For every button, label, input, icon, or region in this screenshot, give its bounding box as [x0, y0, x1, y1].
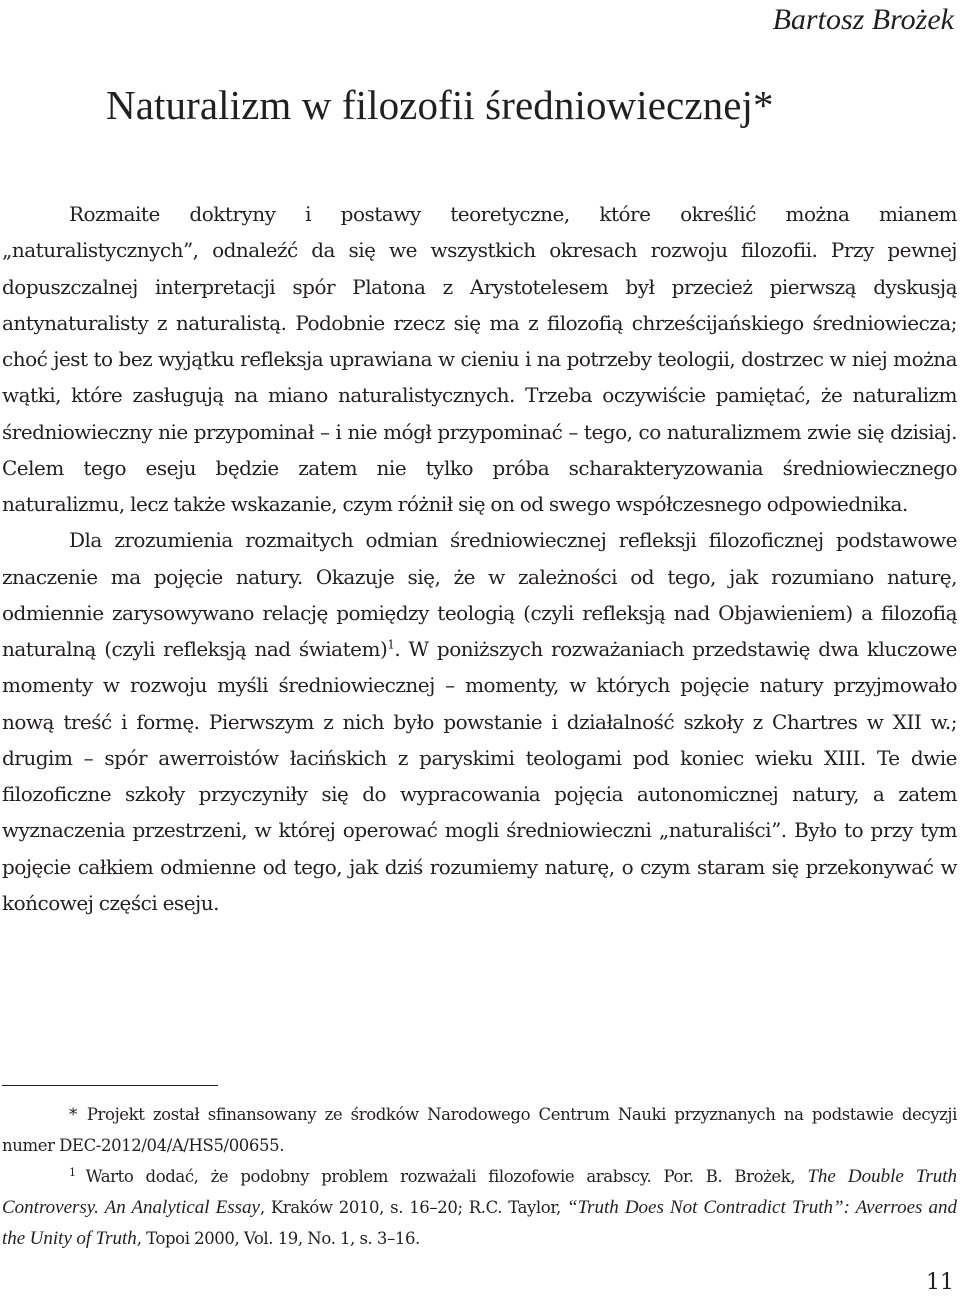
footnote-marker: *	[69, 1105, 77, 1124]
footnote-1	[2, 1161, 957, 1254]
running-head-author: Bartosz Brożek	[772, 3, 954, 36]
footnote-separator	[2, 1085, 218, 1086]
footnote-text: Warto dodać, że podobny problem rozważali filozofowie arabscy. Por. B. Brożek,	[85, 1167, 808, 1186]
paragraph-text: Dla zrozumienia rozmaitych odmian średniowiecznej refleksji filozoficznej podstawowe znaczenie ma pojęcie natury. Okazuje się, że w zależności od tego, jak rozumiano naturę, odmiennie zarysowywano relację pomiędzy teologią (czyli refleksją nad Objawieniem) a filozofią naturalną (czyli refleksją nad światem)	[2, 528, 957, 661]
cited-title: “Truth Does Not Contradict Truth”: Averroes and the Unity of Truth	[2, 1197, 957, 1249]
paragraph	[2, 522, 957, 921]
paragraph-text: . W poniższych rozważaniach przedstawię dwa kluczowe momenty w rozwoju myśli średniowiecznej – momenty, w których pojęcie natury przyjmowało nową treść i formę. Pierwszym z nich było powstanie i działalność szkoły z Chartres w XII w.; drugim – spór awerroistów łacińskich z paryskimi teologami pod koniec wieku XIII. Te dwie filozoficzne szkoły przyczyniły się do wypracowania pojęcia autonomicznej natury, a zatem wyznaczenia przestrzeni, w której operować mogli średniowieczni „naturaliści”. Było to przy tym pojęcie całkiem odmienne od tego, jak dziś rozumiemy naturę, o czym staram się przekonywać w końcowej części eseju.	[2, 637, 957, 915]
footnote-text: , Topoi 2000, Vol. 19, No. 1, s. 3–16.	[136, 1229, 420, 1248]
footnote-text: , Kraków 2010, s. 16–20; R.C. Taylor,	[259, 1198, 568, 1217]
paragraph	[2, 196, 957, 522]
footnote-star	[2, 1099, 957, 1161]
footnote-reference: 1	[387, 637, 395, 652]
footnotes	[2, 1099, 957, 1254]
article-title: Naturalizm w filozofii średniowiecznej*	[106, 82, 774, 128]
article-body	[2, 196, 957, 921]
page-number: 11	[926, 1270, 954, 1295]
footnote-text: Projekt został sfinansowany ze środków Narodowego Centrum Nauki przyznanych na podstawie decyzji numer DEC-2012/04/A/HS5/00655.	[2, 1105, 957, 1155]
footnote-marker: 1	[69, 1165, 76, 1179]
paragraph-text: Rozmaite doktryny i postawy teoretyczne, które określić można mianem „naturalistycznych”, odnaleźć da się we wszystkich okresach rozwoju filozofii. Przy pewnej dopuszczalnej interpretacji spór Platona z Arystotelesem był przecież pierwszą dyskusją antynaturalisty z naturalistą. Podobnie rzecz się ma z filozofią chrześcijańskiego średniowiecza; choć jest to bez wyjątku refleksja uprawiana w cieniu i na potrzeby teologii, dostrzec w niej można wątki, które zasługują na miano naturalistycznych. Trzeba oczywiście pamiętać, że naturalizm średniowieczny nie przypominał – i nie mógł przypominać – tego, co naturalizmem zwie się dzisiaj. Celem tego eseju będzie zatem nie tylko próba scharakteryzowania średniowiecznego naturalizmu, lecz także wskazanie, czym różnił się on od swego współczesnego odpowiednika.	[2, 202, 957, 516]
cited-title: The Double Truth Controversy. An Analytical Essay	[2, 1166, 958, 1218]
